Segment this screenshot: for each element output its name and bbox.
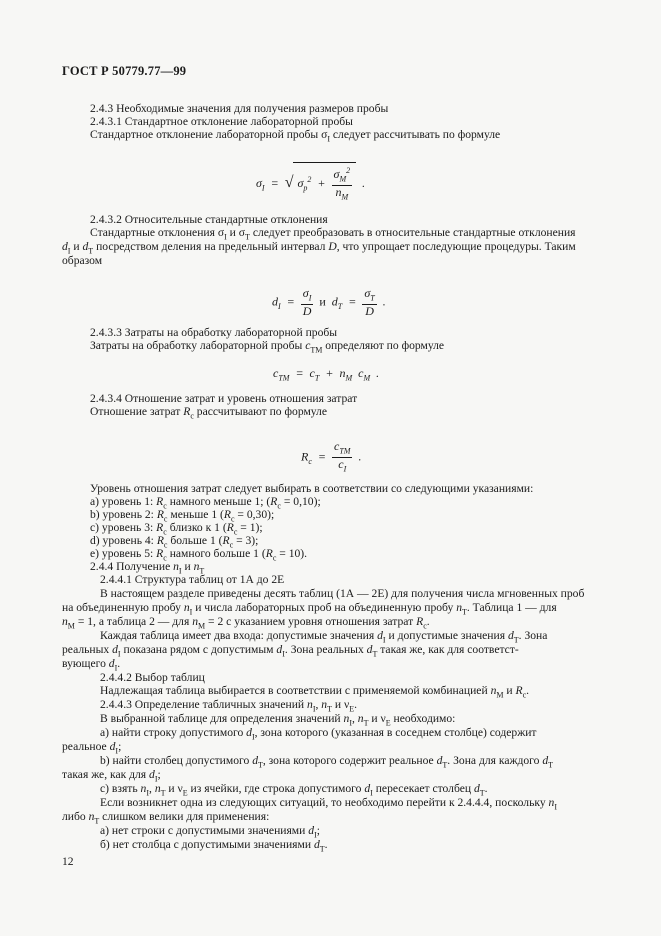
level-3: с) уровень 3: $R_c$ близко к 1 $(R_c = 1)$; xyxy=(90,521,263,537)
step-b-1: b) найти столбец допустимого $d_T$, зона которого содержит реальное $d_T$. Зона для каждого $d_T$ xyxy=(100,754,554,770)
paragraph-tables-3: $n_M = 1$, а таблица 2 — для $n_M = 2$ с указанием уровня отношения затрат $R_c$. xyxy=(62,615,430,631)
section-2-4-4: 2.4.4 Получение $n_I$ и $n_T$ xyxy=(90,560,205,576)
exception-a: а) нет строки с допустимыми значениями $d_I$; xyxy=(100,824,320,840)
paragraph-table-select: Надлежащая таблица выбирается в соответствии с применяемой комбинацией $n_M$ и $R_c$. xyxy=(100,684,530,700)
paragraph-cost: Затраты на обработку лабораторной пробы $c_{TM}$ определяют по формуле xyxy=(90,339,445,355)
paragraph-rel-dev-1: Стандартные отклонения $\sigma_I$ и $\sigma_T$ следует преобразовать в относительные стандартные отклонения xyxy=(90,226,576,242)
step-b-2: такая же, как для $d_I$; xyxy=(62,768,161,784)
step-c: с) взять $n_I$, $n_T$ и $\nu_E$ из ячейки, где строка допустимого $d_I$ пересекает столбец $d_T$. xyxy=(100,782,488,798)
formula-cost-ratio: $R_c$ = $\frac{c_{TM}}{c_I}$ . xyxy=(301,439,362,474)
paragraph-inputs-3: вующего $d_I$. xyxy=(62,657,121,673)
paragraph-levels: Уровень отношения затрат следует выбирать в соответствии со следующими указаниями: xyxy=(90,482,534,495)
paragraph-cost-ratio: Отношение затрат $R_c$ рассчитывают по формуле xyxy=(90,405,327,421)
page-number: 12 xyxy=(62,855,74,868)
level-5: е) уровень 5: $R_c$ намного больше 1 $(R_c = 10)$. xyxy=(90,547,308,563)
level-2: b) уровень 2: $R_c$ меньше 1 $(R_c = 0,30)$; xyxy=(90,508,275,524)
level-1: а) уровень 1: $R_c$ намного меньше 1; $(R_c = 0,10)$; xyxy=(90,495,321,511)
section-2-4-3-2: 2.4.3.2 Относительные стандартные отклонения xyxy=(90,213,328,226)
section-2-4-4-2: 2.4.4.2 Выбор таблиц xyxy=(100,671,205,684)
paragraph-inputs-2: реальных $d_I$ показана рядом с допустимым $d_I$. Зона реальных $d_T$ такая же, как для соответст- xyxy=(62,643,519,659)
paragraph-exceptions-1: Если возникнет одна из следующих ситуаций, то необходимо перейти к 2.4.4.4, поскольку $n_I$ xyxy=(100,796,557,812)
section-2-4-3-4: 2.4.3.4 Отношение затрат и уровень отношения затрат xyxy=(90,392,358,405)
paragraph-inputs-1: Каждая таблица имеет два входа: допустимые значения $d_I$ и допустимые значения $d_T$. Зона xyxy=(100,629,548,645)
section-2-4-3: 2.4.3 Необходимые значения для получения размеров пробы xyxy=(90,102,389,115)
section-2-4-3-1: 2.4.3.1 Стандартное отклонение лабораторной пробы xyxy=(90,115,353,128)
section-2-4-3-3: 2.4.3.3 Затраты на обработку лабораторной пробы xyxy=(90,326,338,339)
paragraph-rel-dev-2: $d_I$ и $d_T$ посредством деления на предельный интервал D, что упрощает последующие процедуры. Таким xyxy=(62,240,576,256)
section-2-4-4-3: 2.4.4.3 Определение табличных значений $n_I$, $n_T$ и $\nu_E$. xyxy=(100,698,358,714)
paragraph-tables-1: В настоящем разделе приведены десять таблиц (1А — 2Е) для получения числа мгновенных проб xyxy=(100,587,585,600)
level-4: d) уровень 4: $R_c$ больше 1 $(R_c = 3)$; xyxy=(90,534,259,550)
formula-cost: $c_{TM} = c_T + n_M$ $c_M$ . xyxy=(273,366,380,383)
paragraph-determine: В выбранной таблице для определения значений $n_I$, $n_T$ и $\nu_E$ необходимо: xyxy=(100,712,456,728)
paragraph-rel-dev-3: образом xyxy=(62,254,103,267)
standard-code-header: ГОСТ Р 50779.77—99 xyxy=(62,64,187,78)
section-2-4-4-1: 2.4.4.1 Структура таблиц от 1А до 2Е xyxy=(100,573,285,586)
formula-d-ratios: $d_I$ = $\frac{\sigma_I}{D}$ и $d_T$ = $\frac{\sigma_T}{D}$ . xyxy=(272,286,386,319)
paragraph-exceptions-2: либо $n_T$ слишком велики для применения: xyxy=(62,810,270,826)
exception-b: б) нет столбца с допустимыми значениями $d_T$. xyxy=(100,838,328,854)
paragraph-std-dev: Стандартное отклонение лабораторной пробы $\sigma_I$ следует рассчитывать по формуле xyxy=(90,128,501,144)
formula-sigma-i: $\sigma_I$ = √ $\sigma_p^2$ + $\frac{\sigma_M^2}{n_M}$ . xyxy=(256,162,365,204)
step-a-2: реальное $d_I$; xyxy=(62,740,122,756)
step-a-1: а) найти строку допустимого $d_I$, зона которого (указанная в соседнем столбце) содержит xyxy=(100,726,537,742)
paragraph-tables-2: на объединенную пробу $n_I$ и числа лабораторных проб на объединенную пробу $n_T$. Таблица 1 — для xyxy=(62,601,557,617)
